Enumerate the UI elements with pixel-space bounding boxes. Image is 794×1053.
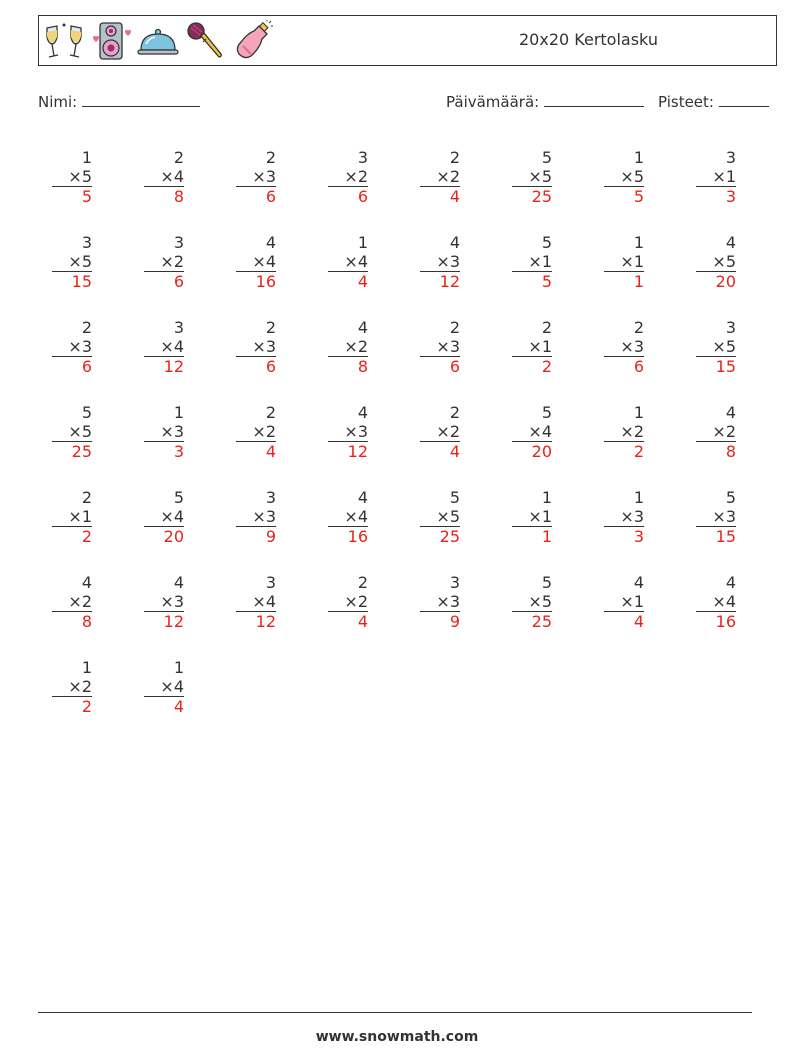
problem-multiplicand: 2 bbox=[357, 573, 368, 592]
problem-multiplicand: 2 bbox=[449, 403, 460, 422]
problem-multiplier: ×4 bbox=[160, 337, 184, 356]
problem-multiplier: ×2 bbox=[344, 167, 368, 186]
header-icons bbox=[43, 20, 273, 62]
problem-answer: 6 bbox=[236, 356, 276, 376]
problem-item bbox=[406, 488, 498, 573]
problem-multiplier: ×3 bbox=[436, 252, 460, 271]
problem-item bbox=[130, 573, 222, 658]
problem-multiplicand: 2 bbox=[173, 148, 184, 167]
problem-multiplier: ×3 bbox=[252, 507, 276, 526]
problem-multiplicand: 3 bbox=[725, 318, 736, 337]
problem-stack bbox=[236, 403, 276, 461]
header-box bbox=[38, 15, 777, 66]
problem-multiplier: ×5 bbox=[528, 592, 552, 611]
problem-multiplier: ×2 bbox=[436, 167, 460, 186]
problem-stack bbox=[512, 148, 552, 206]
problem-grid bbox=[38, 148, 774, 743]
footer-url[interactable]: www.snowmath.com bbox=[315, 1029, 479, 1045]
problem-answer: 8 bbox=[696, 441, 736, 461]
problem-item bbox=[38, 573, 130, 658]
problem-stack bbox=[236, 318, 276, 376]
problem-multiplier: ×1 bbox=[528, 507, 552, 526]
problem-answer: 3 bbox=[696, 186, 736, 206]
problem-answer: 8 bbox=[144, 186, 184, 206]
problem-answer: 5 bbox=[52, 186, 92, 206]
problem-answer: 6 bbox=[604, 356, 644, 376]
problem-multiplicand: 2 bbox=[265, 403, 276, 422]
problem-item bbox=[406, 573, 498, 658]
score-field bbox=[658, 92, 769, 111]
problem-item bbox=[130, 318, 222, 403]
problem-multiplicand: 4 bbox=[725, 573, 736, 592]
problem-multiplicand: 2 bbox=[81, 318, 92, 337]
problem-multiplier: ×3 bbox=[160, 422, 184, 441]
problem-stack bbox=[696, 148, 736, 206]
problem-stack bbox=[144, 658, 184, 716]
problem-item bbox=[130, 403, 222, 488]
problem-answer: 20 bbox=[144, 526, 184, 546]
problem-stack bbox=[144, 488, 184, 546]
problem-item bbox=[682, 148, 774, 233]
problem-answer: 3 bbox=[604, 526, 644, 546]
problem-item bbox=[314, 573, 406, 658]
champagne-bottle-icon bbox=[231, 20, 273, 62]
problem-multiplier: ×4 bbox=[528, 422, 552, 441]
problem-multiplicand: 2 bbox=[449, 318, 460, 337]
problem-stack bbox=[696, 573, 736, 631]
problem-multiplicand: 4 bbox=[449, 233, 460, 252]
date-label: Päivämäärä: bbox=[446, 93, 540, 111]
problem-stack bbox=[696, 318, 736, 376]
problem-stack bbox=[512, 403, 552, 461]
problem-answer: 6 bbox=[52, 356, 92, 376]
problem-item bbox=[498, 148, 590, 233]
problem-answer: 2 bbox=[512, 356, 552, 376]
problem-multiplier: ×4 bbox=[712, 592, 736, 611]
problem-answer: 4 bbox=[420, 186, 460, 206]
problem-multiplier: ×3 bbox=[344, 422, 368, 441]
problem-answer: 2 bbox=[52, 696, 92, 716]
problem-multiplier: ×5 bbox=[620, 167, 644, 186]
problem-multiplicand: 2 bbox=[81, 488, 92, 507]
problem-answer: 5 bbox=[604, 186, 644, 206]
problem-stack bbox=[696, 403, 736, 461]
problem-multiplicand: 3 bbox=[173, 233, 184, 252]
problem-multiplier: ×5 bbox=[712, 252, 736, 271]
name-blank[interactable] bbox=[82, 92, 200, 107]
problem-answer: 4 bbox=[236, 441, 276, 461]
problem-answer: 15 bbox=[52, 271, 92, 291]
problem-multiplier: ×2 bbox=[68, 592, 92, 611]
problem-multiplicand: 1 bbox=[633, 488, 644, 507]
problem-item bbox=[222, 233, 314, 318]
problem-item bbox=[590, 488, 682, 573]
problem-answer: 15 bbox=[696, 526, 736, 546]
problem-answer: 3 bbox=[144, 441, 184, 461]
problem-multiplier: ×4 bbox=[252, 592, 276, 611]
problem-item bbox=[222, 318, 314, 403]
problem-multiplicand: 5 bbox=[541, 233, 552, 252]
problem-answer: 4 bbox=[604, 611, 644, 631]
problem-multiplicand: 2 bbox=[633, 318, 644, 337]
problem-multiplier: ×1 bbox=[68, 507, 92, 526]
problem-multiplicand: 2 bbox=[265, 148, 276, 167]
problem-multiplicand: 5 bbox=[449, 488, 460, 507]
problem-multiplicand: 2 bbox=[265, 318, 276, 337]
problem-item bbox=[406, 148, 498, 233]
problem-item bbox=[38, 403, 130, 488]
problem-item bbox=[406, 318, 498, 403]
problem-multiplicand: 1 bbox=[81, 658, 92, 677]
problem-item bbox=[498, 318, 590, 403]
problem-answer: 25 bbox=[420, 526, 460, 546]
problem-item bbox=[498, 488, 590, 573]
problem-stack bbox=[52, 403, 92, 461]
problem-multiplier: ×5 bbox=[68, 422, 92, 441]
problem-item bbox=[222, 573, 314, 658]
problem-answer: 12 bbox=[328, 441, 368, 461]
problem-stack bbox=[604, 233, 644, 291]
problem-item bbox=[130, 488, 222, 573]
problem-stack bbox=[604, 148, 644, 206]
problem-stack bbox=[696, 233, 736, 291]
problem-answer: 25 bbox=[52, 441, 92, 461]
date-blank[interactable] bbox=[544, 92, 644, 107]
problem-multiplier: ×1 bbox=[712, 167, 736, 186]
problem-answer: 6 bbox=[420, 356, 460, 376]
problem-answer: 9 bbox=[420, 611, 460, 631]
problem-item bbox=[130, 658, 222, 743]
champagne-glasses-icon bbox=[43, 20, 85, 62]
page-title: 20x20 Kertolasku bbox=[519, 30, 658, 49]
problem-item bbox=[682, 403, 774, 488]
problem-multiplicand: 5 bbox=[541, 403, 552, 422]
problem-item bbox=[222, 403, 314, 488]
problem-multiplicand: 4 bbox=[633, 573, 644, 592]
problem-stack bbox=[328, 403, 368, 461]
problem-stack bbox=[420, 488, 460, 546]
problem-answer: 25 bbox=[512, 186, 552, 206]
problem-multiplier: ×1 bbox=[620, 592, 644, 611]
problem-item bbox=[498, 403, 590, 488]
problem-item bbox=[38, 233, 130, 318]
problem-item bbox=[590, 403, 682, 488]
problem-stack bbox=[52, 318, 92, 376]
date-field bbox=[446, 92, 644, 111]
problem-stack bbox=[236, 488, 276, 546]
problem-multiplier: ×2 bbox=[344, 592, 368, 611]
problem-multiplier: ×2 bbox=[160, 252, 184, 271]
problem-item bbox=[314, 318, 406, 403]
problem-stack bbox=[52, 573, 92, 631]
problem-stack bbox=[328, 233, 368, 291]
problem-multiplier: ×4 bbox=[344, 252, 368, 271]
problem-item bbox=[314, 403, 406, 488]
problem-item bbox=[498, 233, 590, 318]
problem-item bbox=[406, 403, 498, 488]
problem-item bbox=[314, 148, 406, 233]
problem-multiplicand: 5 bbox=[173, 488, 184, 507]
problem-multiplicand: 1 bbox=[81, 148, 92, 167]
problem-multiplier: ×1 bbox=[620, 252, 644, 271]
problem-multiplier: ×3 bbox=[436, 337, 460, 356]
problem-answer: 12 bbox=[236, 611, 276, 631]
problem-multiplier: ×3 bbox=[252, 167, 276, 186]
problem-answer: 20 bbox=[696, 271, 736, 291]
problem-multiplier: ×3 bbox=[620, 507, 644, 526]
problem-item bbox=[682, 573, 774, 658]
problem-stack bbox=[52, 233, 92, 291]
problem-answer: 9 bbox=[236, 526, 276, 546]
problem-item bbox=[222, 488, 314, 573]
problem-item bbox=[38, 658, 130, 743]
problem-multiplicand: 3 bbox=[449, 573, 460, 592]
problem-stack bbox=[512, 318, 552, 376]
problem-item bbox=[498, 573, 590, 658]
problem-multiplier: ×4 bbox=[160, 507, 184, 526]
problem-item bbox=[38, 488, 130, 573]
problem-stack bbox=[420, 148, 460, 206]
problem-multiplier: ×5 bbox=[68, 252, 92, 271]
problem-stack bbox=[512, 573, 552, 631]
problem-stack bbox=[52, 658, 92, 716]
problem-multiplicand: 1 bbox=[541, 488, 552, 507]
problem-item bbox=[130, 233, 222, 318]
problem-multiplicand: 3 bbox=[725, 148, 736, 167]
problem-multiplicand: 5 bbox=[725, 488, 736, 507]
problem-answer: 6 bbox=[328, 186, 368, 206]
problem-multiplicand: 4 bbox=[173, 573, 184, 592]
problem-stack bbox=[52, 148, 92, 206]
problem-multiplier: ×5 bbox=[68, 167, 92, 186]
problem-multiplicand: 1 bbox=[633, 233, 644, 252]
problem-item bbox=[590, 573, 682, 658]
problem-answer: 1 bbox=[604, 271, 644, 291]
problem-multiplier: ×2 bbox=[252, 422, 276, 441]
problem-answer: 4 bbox=[144, 696, 184, 716]
speaker-icon bbox=[90, 20, 132, 62]
problem-stack bbox=[696, 488, 736, 546]
problem-multiplier: ×4 bbox=[160, 167, 184, 186]
problem-answer: 15 bbox=[696, 356, 736, 376]
problem-multiplier: ×3 bbox=[436, 592, 460, 611]
problem-multiplier: ×2 bbox=[344, 337, 368, 356]
problem-answer: 4 bbox=[328, 611, 368, 631]
problem-multiplicand: 4 bbox=[357, 403, 368, 422]
problem-stack bbox=[604, 488, 644, 546]
problem-answer: 8 bbox=[328, 356, 368, 376]
problem-answer: 16 bbox=[696, 611, 736, 631]
name-field bbox=[38, 92, 200, 111]
problem-stack bbox=[328, 318, 368, 376]
problem-answer: 4 bbox=[420, 441, 460, 461]
problem-answer: 25 bbox=[512, 611, 552, 631]
problem-stack bbox=[328, 148, 368, 206]
food-cloche-icon bbox=[137, 20, 179, 62]
problem-multiplier: ×1 bbox=[528, 252, 552, 271]
name-label: Nimi: bbox=[38, 93, 78, 111]
problem-multiplicand: 4 bbox=[725, 403, 736, 422]
problem-multiplier: ×4 bbox=[160, 677, 184, 696]
problem-multiplicand: 3 bbox=[173, 318, 184, 337]
problem-stack bbox=[144, 573, 184, 631]
problem-multiplicand: 4 bbox=[81, 573, 92, 592]
problem-item bbox=[314, 233, 406, 318]
problem-multiplier: ×5 bbox=[712, 337, 736, 356]
problem-answer: 16 bbox=[328, 526, 368, 546]
problem-multiplicand: 3 bbox=[265, 488, 276, 507]
problem-stack bbox=[144, 148, 184, 206]
problem-answer: 20 bbox=[512, 441, 552, 461]
problem-multiplier: ×3 bbox=[620, 337, 644, 356]
problem-answer: 8 bbox=[52, 611, 92, 631]
problem-item bbox=[130, 148, 222, 233]
problem-multiplier: ×2 bbox=[436, 422, 460, 441]
problem-multiplicand: 1 bbox=[173, 403, 184, 422]
problem-stack bbox=[144, 233, 184, 291]
problem-multiplicand: 4 bbox=[357, 488, 368, 507]
score-label: Pisteet: bbox=[658, 93, 714, 111]
problem-stack bbox=[144, 318, 184, 376]
problem-multiplicand: 5 bbox=[541, 148, 552, 167]
problem-multiplicand: 4 bbox=[357, 318, 368, 337]
problem-multiplicand: 3 bbox=[357, 148, 368, 167]
problem-multiplier: ×2 bbox=[620, 422, 644, 441]
problem-stack bbox=[236, 148, 276, 206]
problem-multiplier: ×3 bbox=[712, 507, 736, 526]
microphone-icon bbox=[184, 20, 226, 62]
problem-multiplier: ×3 bbox=[68, 337, 92, 356]
problem-item bbox=[590, 148, 682, 233]
problem-answer: 2 bbox=[52, 526, 92, 546]
problem-multiplier: ×5 bbox=[436, 507, 460, 526]
problem-multiplicand: 2 bbox=[541, 318, 552, 337]
problem-stack bbox=[236, 573, 276, 631]
problem-answer: 16 bbox=[236, 271, 276, 291]
problem-answer: 12 bbox=[420, 271, 460, 291]
problem-item bbox=[590, 318, 682, 403]
problem-multiplier: ×2 bbox=[712, 422, 736, 441]
problem-item bbox=[590, 233, 682, 318]
footer-divider bbox=[38, 1012, 752, 1013]
problem-stack bbox=[236, 233, 276, 291]
problem-stack bbox=[604, 318, 644, 376]
problem-multiplicand: 1 bbox=[173, 658, 184, 677]
problem-item bbox=[406, 233, 498, 318]
problem-multiplier: ×5 bbox=[528, 167, 552, 186]
problem-item bbox=[314, 488, 406, 573]
problem-stack bbox=[420, 403, 460, 461]
problem-multiplier: ×3 bbox=[252, 337, 276, 356]
problem-stack bbox=[420, 233, 460, 291]
problem-multiplicand: 3 bbox=[265, 573, 276, 592]
problem-answer: 12 bbox=[144, 356, 184, 376]
problem-answer: 2 bbox=[604, 441, 644, 461]
problem-stack bbox=[328, 573, 368, 631]
problem-answer: 1 bbox=[512, 526, 552, 546]
problem-multiplicand: 3 bbox=[81, 233, 92, 252]
problem-stack bbox=[420, 573, 460, 631]
problem-answer: 6 bbox=[236, 186, 276, 206]
problem-answer: 4 bbox=[328, 271, 368, 291]
problem-item bbox=[38, 318, 130, 403]
problem-item bbox=[682, 318, 774, 403]
problem-item bbox=[682, 488, 774, 573]
problem-multiplicand: 1 bbox=[633, 403, 644, 422]
problem-multiplier: ×3 bbox=[160, 592, 184, 611]
problem-stack bbox=[420, 318, 460, 376]
problem-multiplicand: 5 bbox=[541, 573, 552, 592]
problem-stack bbox=[604, 573, 644, 631]
problem-answer: 5 bbox=[512, 271, 552, 291]
problem-stack bbox=[512, 488, 552, 546]
problem-item bbox=[38, 148, 130, 233]
problem-multiplier: ×4 bbox=[344, 507, 368, 526]
problem-multiplicand: 2 bbox=[449, 148, 460, 167]
problem-stack bbox=[52, 488, 92, 546]
problem-multiplicand: 4 bbox=[725, 233, 736, 252]
problem-multiplier: ×1 bbox=[528, 337, 552, 356]
problem-answer: 6 bbox=[144, 271, 184, 291]
problem-multiplicand: 4 bbox=[265, 233, 276, 252]
problem-stack bbox=[512, 233, 552, 291]
problem-stack bbox=[604, 403, 644, 461]
score-blank[interactable] bbox=[719, 92, 769, 107]
problem-multiplier: ×2 bbox=[68, 677, 92, 696]
problem-multiplier: ×4 bbox=[252, 252, 276, 271]
problem-item bbox=[682, 233, 774, 318]
problem-multiplicand: 5 bbox=[81, 403, 92, 422]
problem-item bbox=[222, 148, 314, 233]
problem-multiplicand: 1 bbox=[633, 148, 644, 167]
problem-multiplicand: 1 bbox=[357, 233, 368, 252]
problem-stack bbox=[144, 403, 184, 461]
problem-stack bbox=[328, 488, 368, 546]
problem-answer: 12 bbox=[144, 611, 184, 631]
